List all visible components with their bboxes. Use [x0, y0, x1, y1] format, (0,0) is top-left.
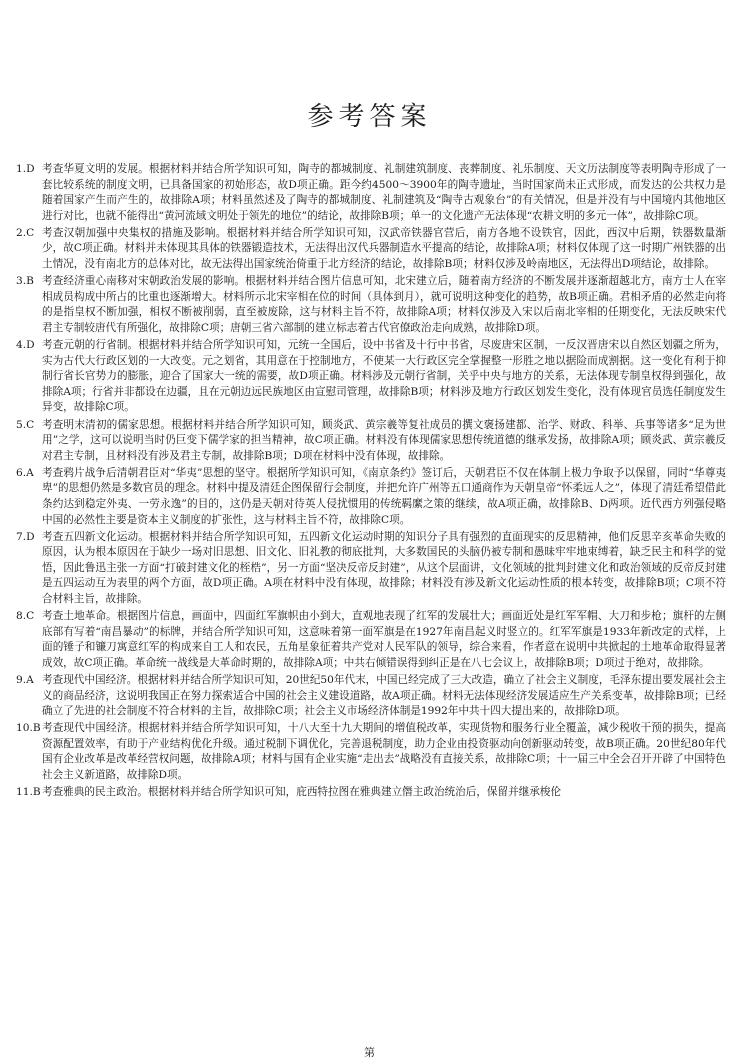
answer-item: [16, 530, 726, 608]
answer-item: [16, 673, 726, 720]
answer-item: [16, 418, 726, 465]
answer-number: 11.B: [16, 786, 41, 799]
answer-number: 9.A: [16, 674, 34, 686]
answer-number: 3.B: [16, 275, 34, 288]
answer-item: [16, 721, 726, 783]
answer-list: [16, 162, 726, 802]
answer-text: 考查现代中国经济。根据材料并结合所学知识可知，20世纪50年代末，中国已经完成了三大改造，确立了社会主义制度，毛泽东提出要发展社会主义的商品经济，这说明我国正在努力探索适合中国的社会主义建设道路，故A项正确。材料无法体现经济发展适应生产关系变革，故排除B项；已经确立了先进的社会制度不符合材料的主旨，故排除C项；社会主义市场经济体制是1992年中共十四大提出来的，故排除D项。: [42, 674, 726, 718]
answer-text: 考查雅典的民主政治。根据材料并结合所学知识可知，庇西特拉图在雅典建立僭主政治统治后，保留并继承梭伦: [42, 786, 562, 799]
answer-number: 7.D: [16, 530, 35, 543]
answer-item: [16, 162, 726, 224]
answer-text: 考查汉朝加强中央集权的措施及影响。根据材料并结合所学知识可知，汉武帝铁器官营后，南方各地不设铁官，因此，西汉中后期，铁器数量渐少，故C项正确。材料并未体现其具体的铁器锻造技术，无法得出汉代兵器制造水平提高的结论，故排除A项；材料仅体现了这一时期广州铁器的出土情况，没有南北方的总体对比，故无法得出国家统治倚重于北方经济的结论，故排除B项；材料仅涉及岭南地区，无法得出D项结论，故排除。: [42, 226, 726, 271]
answer-item: [16, 466, 726, 528]
answer-item: [16, 785, 726, 801]
answer-text: 考查土地革命。根据图片信息，画面中，四面红军旗帜由小到大，直观地表现了红军的发展壮大；画面近处是红军军帽、大刀和步枪；旗杆的左侧底部有写着“南昌暴动”的标牌，并结合所学知识可知，这意味着第一面军旗是在1927年南昌起义时竖立的。红军军旗是1933年新改定的式样，上面的锤子和镰刀寓意红军的构成来自工人和农民，五角星象征着共产党对人民军队的领导，综合来看，作者意在说明中共掀起的土地革命取得显著成效，故C项正确。革命统一战线是大革命时期的，故排除A项；中共右倾错误得到纠正是在八七会议上，故排除B项；D项过于绝对，故排除。: [42, 610, 726, 669]
answer-number: 10.B: [16, 722, 41, 735]
answer-text: 考查现代中国经济。根据材料并结合所学知识可知，十八大至十九大期间的增值税改革，实现货物和服务行业全覆盖，减少税收干预的损失，提高资源配置效率，有助于产业结构优化升级。通过税制下调优化，完善退税制度，助力企业由投资驱动向创新驱动转变，故B项正确。20世纪80年代国有企业改革是改革经营权问题，故排除A项；材料与国有企业实施“走出去”战略没有直接关系，故排除C项；十一届三中全会召开开辟了中国特色社会主义新道路，故排除D项。: [42, 722, 726, 782]
answer-number: 4.D: [16, 339, 35, 352]
answer-item: [16, 274, 726, 336]
answer-text: 考查经济重心南移对宋朝政治发展的影响。根据材料并结合图片信息可知，北宋建立后，随着南方经济的不断发展并逐渐超越北方，南方士人在宰相成员构成中所占的比重也逐渐增大。材料所示北宋宰相在位的时间（具体到月），就可说明这种变化的趋势，故B项正确。君相矛盾的必然走向将的是指皇权不断加强，相权不断被削弱，直至被废除，这与材料主旨不符，故排除A项；材料仅涉及入宋以后南北宰相的任期变化，无法反映宋代君主专制较唐代有所强化，故排除C项；唐朝三省六部制的建立标志着古代官僚政治走向成熟，故排除D项。: [42, 275, 726, 334]
answer-number: 5.C: [16, 418, 35, 431]
answer-number: 6.A: [16, 466, 34, 479]
answer-text: 考查华夏文明的发展。根据材料并结合所学知识可知，陶寺的都城制度、礼制建筑制度、丧葬制度、礼乐制度、天文历法制度等表明陶寺形成了一套比较系统的制度文明，已具备国家的初始形态，故D项正确。距今约4500～3900年的陶寺遗址，当时国家尚未正式形成，而发达的公共权力是随着国家产生而产生的，故排除A项；材料虽然述及了陶寺的都城制度、礼制建筑及“陶寺古观象台”的有关情况，但是并没有与中国境内其他地区进行对比，也就不能得出“黄河流域文明处于领先的地位”的结论，故排除B项；单一的文化遗产无法体现“农耕文明的多元一体”，故排除C项。: [42, 163, 726, 222]
answer-item: [16, 226, 726, 273]
answer-text: 考查五四新文化运动。根据材料并结合所学知识可知，五四新文化运动时期的知识分子具有强烈的直面现实的反思精神，他们反思辛亥革命失败的原因，认为根本原因在于缺少一场对旧思想、旧文化、旧礼教的彻底批判，大多数国民的头脑仍被专制和愚昧牢牢地束缚着，缺乏民主和科学的觉悟，因此鲁迅主张一方面“打破封建文化的桎梏”，另一方面“坚决反帝反封建”，从这个层面讲，文化领域的批判封建文化和政治领域的反帝反封建是五四运动互为表里的两个方面，故D项正确。A项在材料中没有体现，故排除；材料没有涉及新文化运动性质的根本转变，故排除B项；C项不符合材料主旨，故排除。: [42, 530, 726, 606]
page-title: 参考答案: [307, 102, 432, 132]
answer-item: [16, 338, 726, 416]
answer-text: 考查明末清初的儒家思想。根据材料并结合所学知识可知，顾炎武、黄宗羲等复社成员的撰文褒扬建都、治学、财政、科举、兵事等诸多“足为世用”之学，这可以说明当时仍巨变下儒学家的担当精神，故C项正确。材料没有体现儒家思想传统道德的继承发扬，故排除A项；顾炎武、黄宗羲反对君主专制，且材料没有涉及君主专制，故排除B项；D项在材料中没有体现，故排除。: [42, 418, 726, 462]
answer-number: 8.C: [16, 610, 35, 623]
page-footer: 第: [364, 1046, 375, 1059]
answer-number: 1.D: [16, 163, 35, 175]
answer-item: [16, 609, 726, 671]
answer-text: 考查鸦片战争后清朝君臣对“华夷”思想的坚守。根据所学知识可知，《南京条约》签订后，天朝君臣不仅在体制上极力争取予以保留，同时“华尊夷卑”的思想仍然是多数官员的理念。材料中提及清廷企图保留行会制度，并把允许广州等五口通商作为天朝皇帝“怀柔远人之”，体现了清廷希望借此条约达到稳定外夷、一劳永逸”的目的，这仍是天朝对待英人侵扰惯用的传统羁縻之策的继续，故A项正确，故排除B、D两项。近代西方列强侵略中国的必然性主要是资本主义制度的扩张性，这与材料主旨不符，故排除C项。: [42, 466, 726, 526]
answer-text: 考查元朝的行省制。根据材料并结合所学知识可知，元统一全国后，设中书省及十行中书省，尽废唐宋区制，一反汉晋唐宋以自然区划疆之所为，实为古代大行政区划的一大改变。元之划省，其用意在于控制地方，不使某一大行政区完全掌握整一形胜之地以据险而成割据。这一变化有利于抑制行省长官势力的膨胀，迎合了国家大一统的需要，故D项正确。材料涉及元朝行省制，关乎中央与地方的关系，无法体现专制皇权得到强化，故排除A项；行省并非都设在边疆，且在元朝边远民族地区由宣慰司管理，故排除B项；材料涉及地方行政区划发生变化，没有体现官员选任制度发生异变，故排除C项。: [42, 339, 726, 414]
answer-number: 2.C: [16, 226, 35, 239]
